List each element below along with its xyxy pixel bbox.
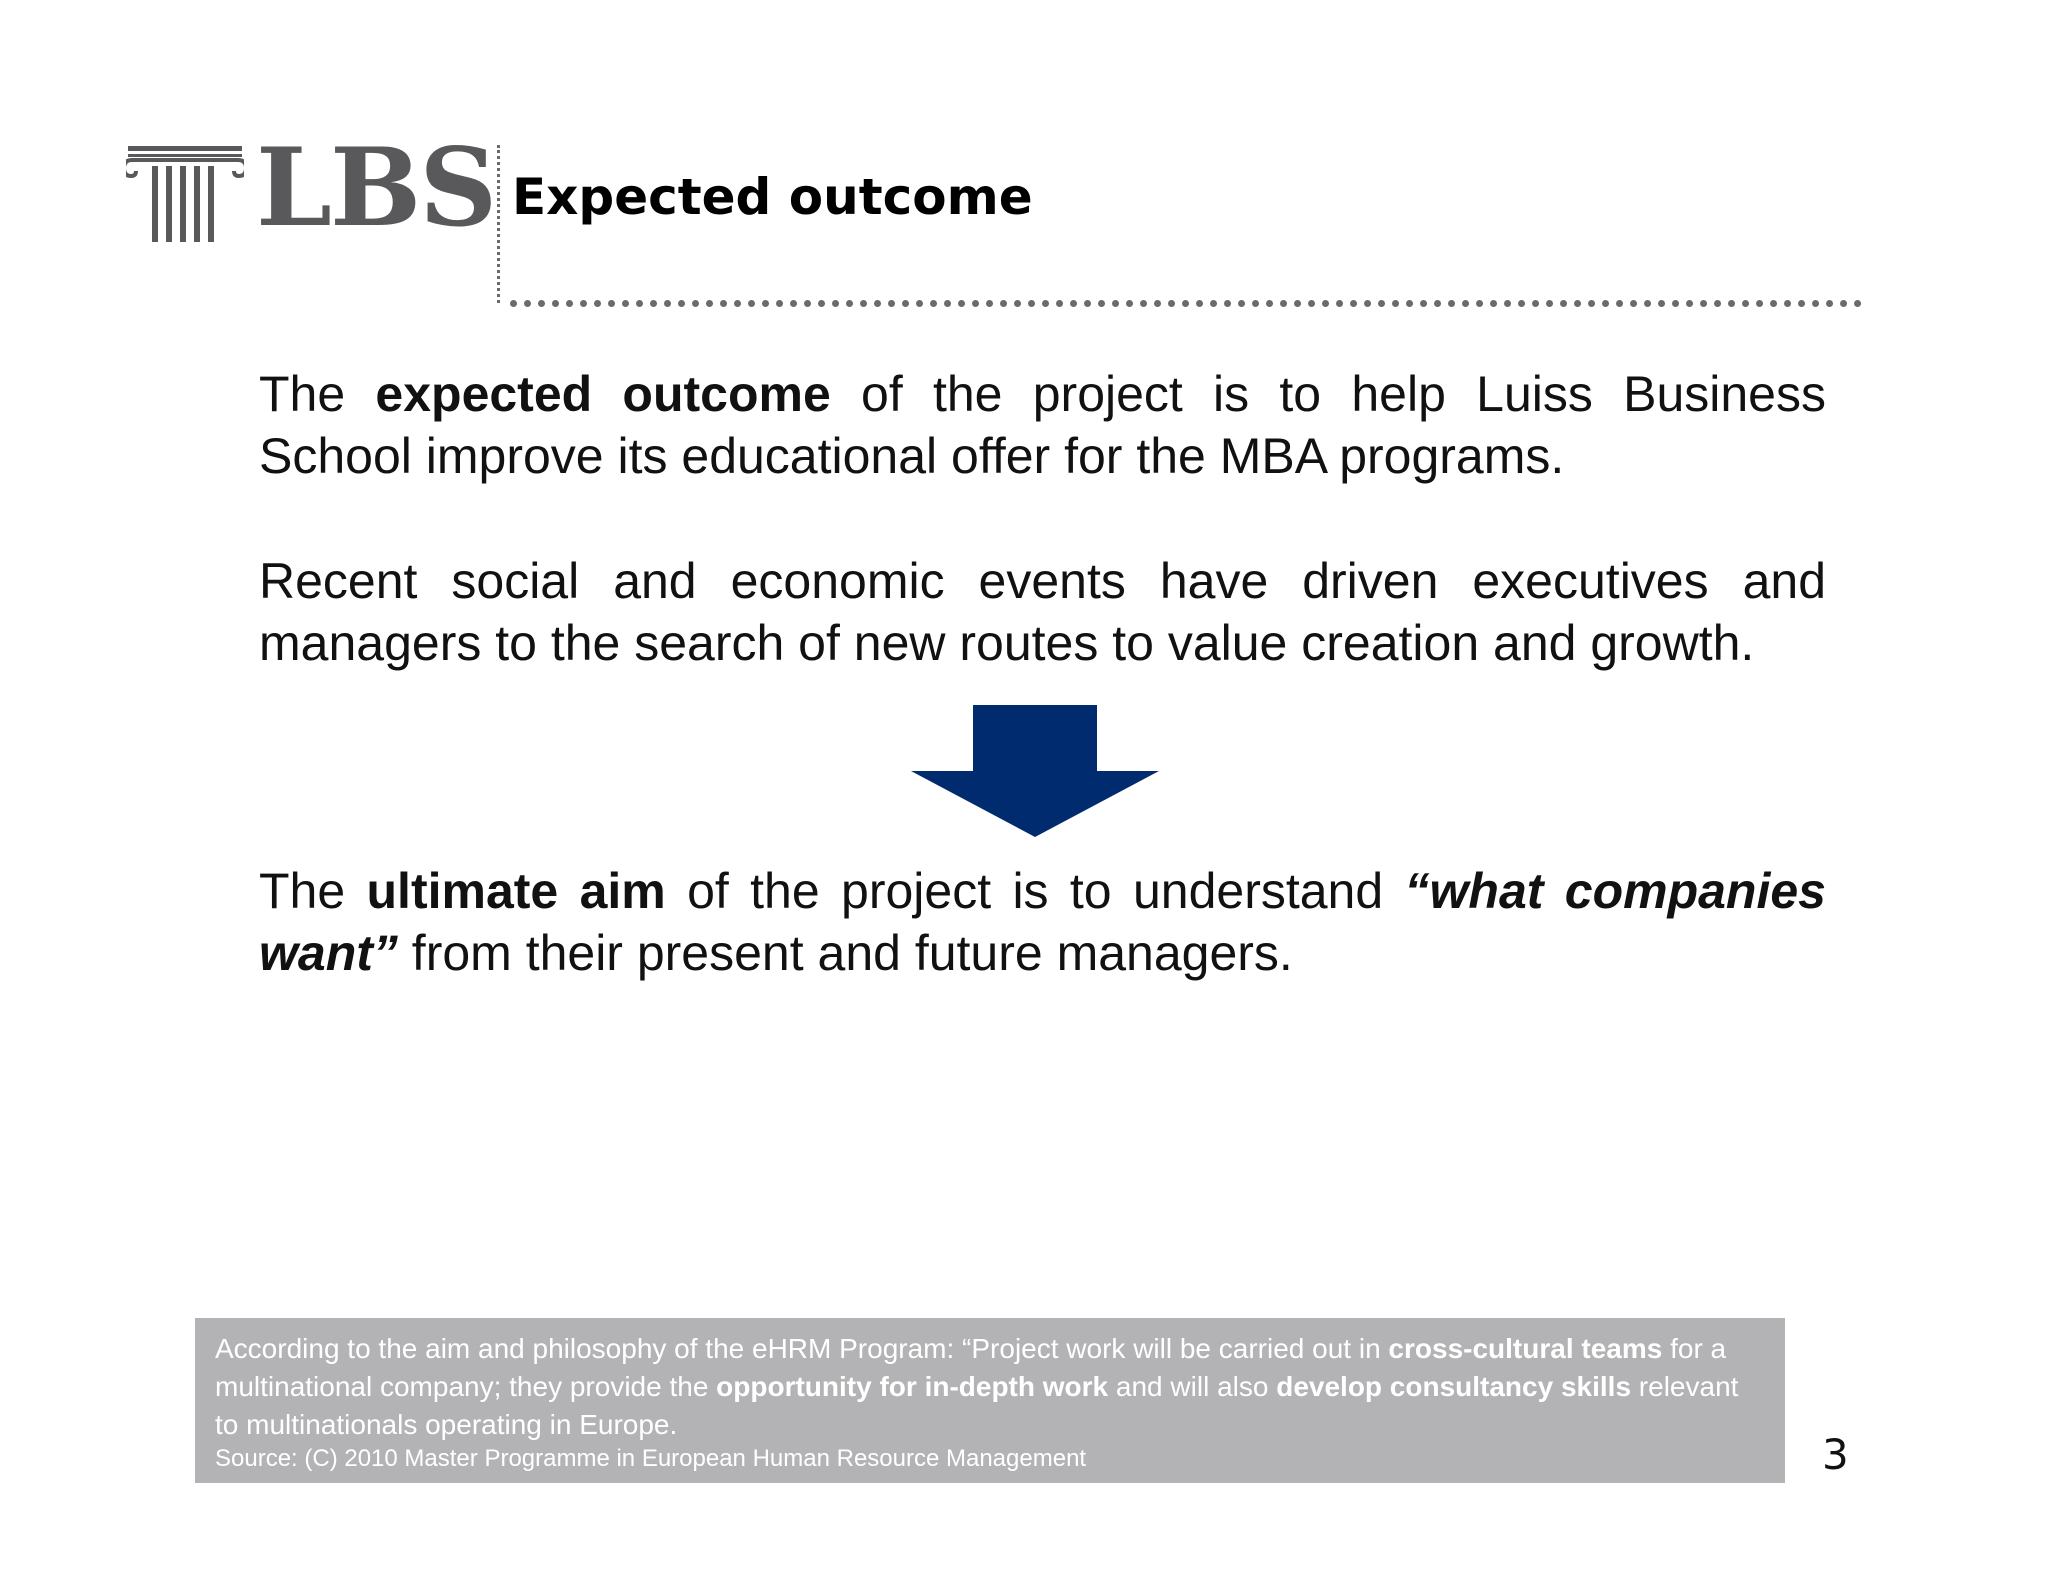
down-arrow-icon bbox=[911, 705, 1159, 837]
column-icon bbox=[126, 144, 244, 244]
note-bold2: opportunity for in-depth work bbox=[716, 1371, 1109, 1402]
slide-title: Expected outcome bbox=[512, 168, 1033, 226]
note-bold3: develop consultancy skills bbox=[1276, 1371, 1632, 1402]
paragraph-recent-events bbox=[259, 550, 1826, 674]
p3-mid: of the project is to understand bbox=[665, 863, 1405, 919]
p3-bold-italic: “what companies want” bbox=[259, 863, 1826, 981]
note-source: Source: (C) 2010 Master Programme in European Human Resource Management bbox=[215, 1445, 1087, 1472]
p1-post: of the project is to help Luiss Business School improve its educational offer for the MBA programs. bbox=[259, 366, 1826, 484]
quote-box bbox=[195, 1318, 1785, 1483]
page-number: 3 bbox=[1822, 1430, 1849, 1479]
note-seg4: relevant to multinationals operating in Europe. bbox=[215, 1371, 1739, 1440]
lbs-logo bbox=[126, 125, 496, 252]
note-seg1: According to the aim and philosophy of the eHRM Program: “Project work will be carried out in bbox=[215, 1333, 1389, 1364]
p2-text: Recent social and economic events have driven executives and managers to the search of new routes to value creation and growth. bbox=[259, 553, 1826, 671]
note-seg2: for a multinational company; they provide the bbox=[215, 1333, 1727, 1402]
p1-pre: The bbox=[259, 366, 376, 422]
p3-bold: ultimate aim bbox=[366, 863, 666, 919]
note-bold1: cross-cultural teams bbox=[1388, 1333, 1663, 1364]
header-underline bbox=[510, 300, 1862, 307]
vertical-divider bbox=[497, 145, 500, 303]
p3-post: from their present and future managers. bbox=[397, 925, 1293, 981]
note-seg3: and will also bbox=[1108, 1371, 1277, 1402]
paragraph-expected-outcome bbox=[259, 363, 1826, 487]
logo-text: LBS bbox=[256, 125, 496, 251]
p1-bold: expected outcome bbox=[375, 366, 831, 422]
p3-pre: The bbox=[259, 863, 367, 919]
paragraph-ultimate-aim bbox=[259, 860, 1826, 984]
